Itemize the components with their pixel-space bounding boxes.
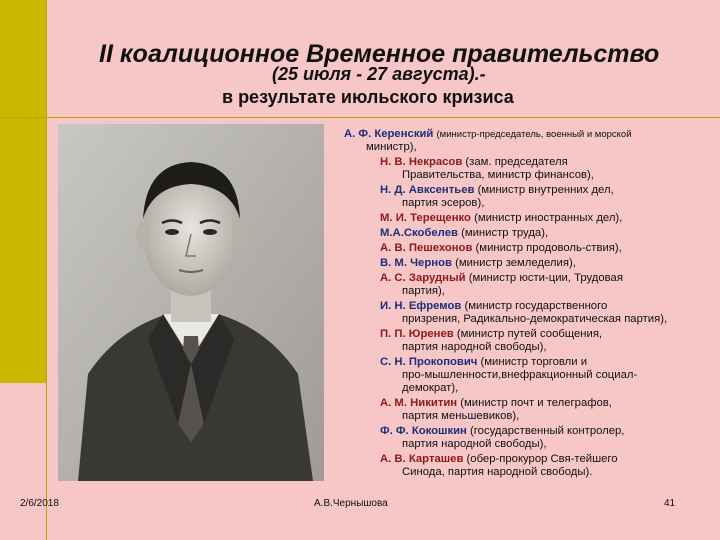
slide-subtitle-dates: (25 июля - 27 августа).-: [272, 64, 486, 84]
minister-name: Н. В. Некрасов: [380, 156, 463, 168]
horizontal-divider: [0, 117, 720, 118]
minister-description-cont: партия народной свободы),: [402, 438, 547, 450]
minister-name: И. Н. Ефремов: [380, 300, 462, 312]
minister-description-cont: призрения, Радикально-демократическая партия),: [402, 313, 668, 325]
minister-description: (министр труда),: [461, 227, 549, 239]
minister-description-cont: партия народной свободы),: [402, 341, 547, 353]
slide-subtitle-reason: в результате июльского кризиса: [222, 87, 514, 107]
slide-title: II коалиционное Временное правительство: [99, 40, 660, 68]
minister-name: П. П. Юренев: [380, 328, 454, 340]
minister-description: (министр земледелия),: [455, 257, 576, 269]
minister-description-cont: Правительства, министр финансов),: [402, 169, 594, 181]
minister-name: А. С. Зарудный: [380, 272, 466, 284]
page-number: 41: [664, 498, 676, 509]
minister-item: [344, 257, 684, 270]
minister-name: М.А.Скобелев: [380, 227, 458, 239]
minister-item: [344, 227, 684, 240]
footer-author: А.В.Чернышова: [314, 498, 388, 509]
minister-description: (зам. председателя: [465, 156, 568, 168]
minister-description-cont: партия эсеров),: [402, 197, 485, 209]
minister-name: В. М. Чернов: [380, 257, 452, 269]
minister-description: (министр юсти-ции, Трудовая: [468, 272, 623, 284]
minister-name: А. В. Пешехонов: [380, 242, 473, 254]
minister-item: [344, 300, 684, 326]
minister-description: (министр иностранных дел),: [474, 212, 623, 224]
minister-item: [344, 397, 684, 423]
footer-date: 2/6/2018: [20, 498, 59, 509]
minister-description: (обер-прокурор Свя-тейшего: [466, 453, 618, 465]
minister-name: А. В. Карташев: [380, 453, 464, 465]
minister-name: Ф. Ф. Кокошкин: [380, 425, 467, 437]
minister-description: (министр-председатель, военный и морской: [436, 129, 632, 140]
minister-item: [344, 242, 684, 255]
minister-description: (министр путей сообщения,: [456, 328, 603, 340]
minister-description-cont: Синода, партия народной свободы).: [402, 466, 593, 478]
minister-list: [344, 128, 684, 481]
minister-name: А. М. Никитин: [380, 397, 458, 409]
minister-description-cont: партия меньшевиков),: [402, 410, 520, 422]
portrait-photo: [58, 124, 324, 481]
minister-description-cont: партия),: [402, 285, 445, 297]
minister-item: [344, 356, 684, 395]
minister-name: С. Н. Прокопович: [380, 356, 478, 368]
minister-name: А. Ф. Керенский: [344, 128, 434, 140]
minister-description: (министр почт и телеграфов,: [460, 397, 612, 409]
minister-name: М. И. Терещенко: [380, 212, 471, 224]
minister-item: [344, 425, 684, 451]
minister-description: (министр продоволь-ствия),: [475, 242, 622, 254]
minister-description: (министр внутренних дел,: [477, 184, 614, 196]
minister-item: [344, 156, 684, 182]
minister-item: [344, 272, 684, 298]
minister-description: (государственный контролер,: [470, 425, 625, 437]
minister-item: [344, 128, 684, 154]
vertical-divider: [46, 0, 47, 540]
minister-description-cont: министр),: [366, 141, 417, 153]
minister-description: (министр торговли и: [480, 356, 588, 368]
minister-name: Н. Д. Авксентьев: [380, 184, 475, 196]
accent-bar: [0, 0, 46, 383]
minister-description-cont: про-мышленности,внефракционный социал-демократ),: [402, 369, 638, 394]
minister-item: [344, 212, 684, 225]
minister-item: [344, 328, 684, 354]
minister-item: [344, 184, 684, 210]
minister-item: [344, 453, 684, 479]
minister-description: (министр государственного: [464, 300, 608, 312]
